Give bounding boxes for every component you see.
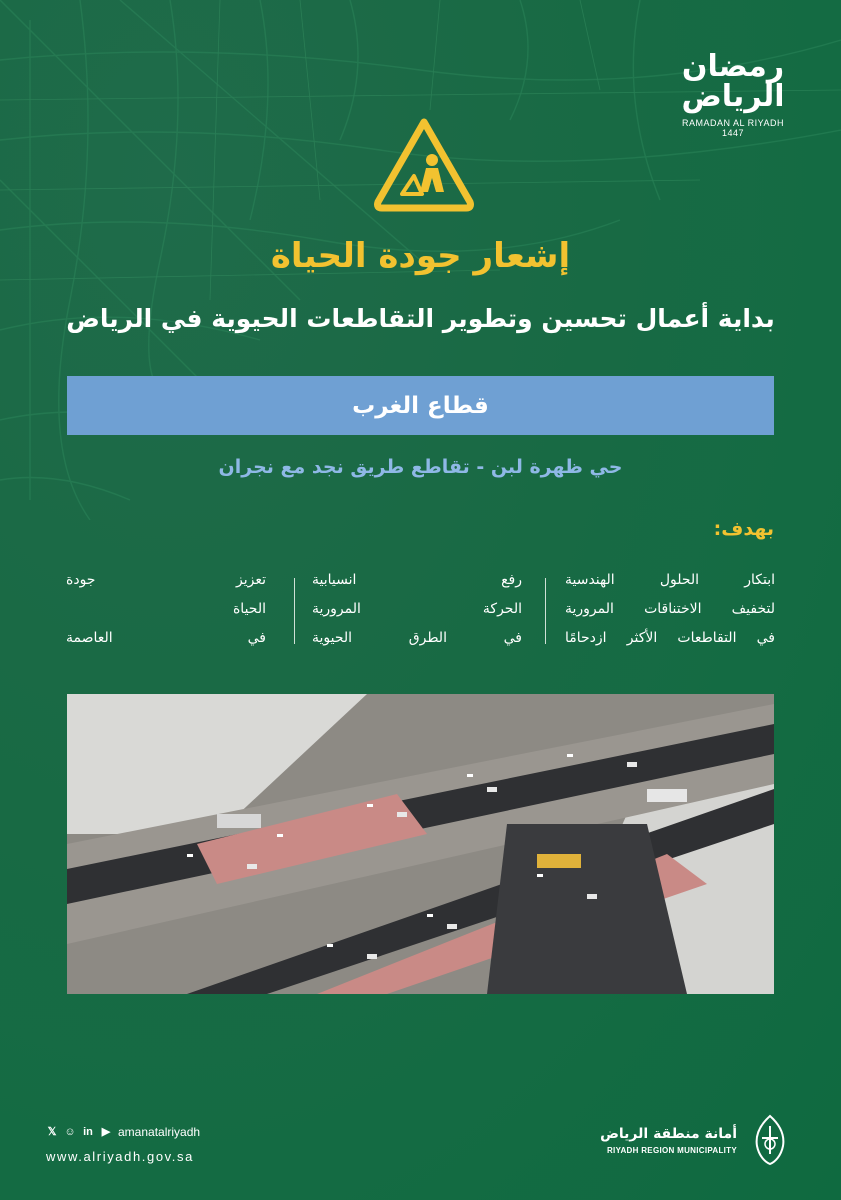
logo-arabic-text: رمضان الرياض [681, 49, 785, 114]
goals-heading: بهدف: [713, 518, 774, 540]
goal-line: ابتكار الحلول الهندسية [565, 572, 775, 588]
roadwork-warning-icon [372, 116, 476, 212]
location-text: حي ظهرة لبن - تقاطع طريق نجد مع نجران [218, 456, 623, 478]
goal-item-traffic-flow [312, 566, 522, 653]
page-subtitle: بداية أعمال تحسين وتطوير التقاطعات الحيوية في الرياض [66, 304, 775, 333]
municipality-name-en: RIYADH REGION MUNICIPALITY [606, 1145, 737, 1155]
goal-item-engineering [565, 566, 775, 653]
goal-line: في التقاطعات الأكثر ازدحامًا [565, 630, 775, 646]
municipality-emblem-icon [747, 1114, 793, 1166]
linkedin-icon[interactable]: in [83, 1126, 93, 1138]
goal-line: رفع انسيابية [312, 572, 522, 588]
goal-divider [294, 578, 295, 644]
sector-label: قطاع الغرب [352, 392, 489, 419]
goal-line: الحياة [232, 601, 266, 617]
logo-latin-text: RAMADAN AL RIYADH 1447 [681, 118, 785, 138]
social-links [46, 1125, 200, 1139]
municipality-logo [600, 1114, 793, 1166]
ramadan-riyadh-logo [673, 49, 793, 138]
goal-line: في العاصمة [66, 630, 266, 646]
social-handle[interactable]: amanatalriyadh [118, 1125, 201, 1139]
goal-line: تعزيز جودة [66, 572, 266, 588]
youtube-icon[interactable]: ▶ [101, 1126, 111, 1138]
municipality-text [600, 1126, 737, 1155]
footer-social [46, 1125, 200, 1164]
snapchat-icon[interactable]: ☺ [64, 1126, 76, 1138]
municipality-name-ar: أمانة منطقة الرياض [600, 1125, 737, 1142]
goal-line: لتخفيف الاختناقات المرورية [565, 601, 775, 617]
x-icon[interactable]: 𝕏 [47, 1126, 57, 1138]
website-link[interactable]: www.alriyadh.gov.sa [46, 1149, 194, 1164]
goal-divider [545, 578, 546, 644]
intersection-rendering-image [67, 694, 774, 994]
goal-item-quality-of-life [66, 566, 266, 653]
page-title: إشعار جودة الحياة [270, 236, 571, 276]
goal-line: الحركة المرورية [312, 601, 522, 617]
goal-line: في الطرق الحيوية [312, 630, 522, 646]
sector-banner [67, 376, 774, 435]
